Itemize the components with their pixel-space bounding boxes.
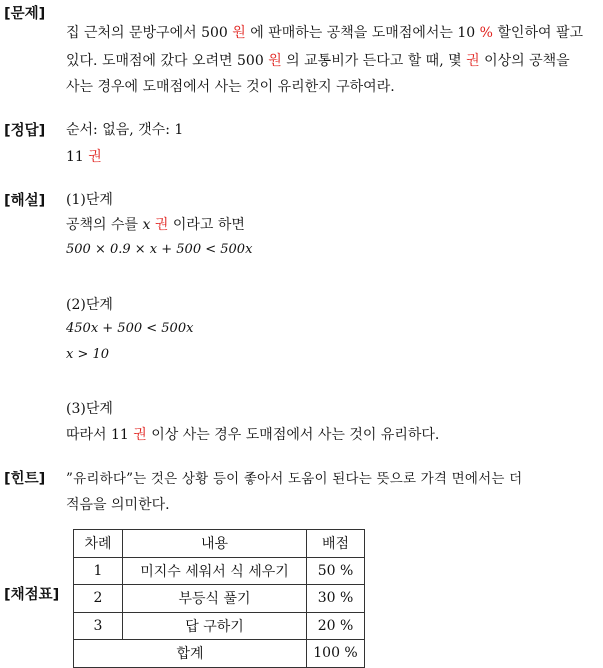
row-content: 부등식 풀기 — [123, 585, 307, 613]
total-label: 합계 — [74, 640, 307, 668]
problem-text: 할인하여 팔고 — [492, 25, 583, 41]
table-row — [74, 585, 365, 613]
table-row — [74, 557, 365, 585]
step-3-title: (3)단계 — [66, 401, 113, 417]
unit-percent: % — [479, 25, 493, 41]
total-value: 100 % — [307, 640, 365, 668]
problem-label: [문제] — [4, 6, 46, 22]
answer-value — [66, 146, 102, 166]
answer-label: [정답] — [4, 123, 46, 139]
step-3-text — [66, 424, 439, 444]
problem-text: 이상의 공책을 — [479, 53, 570, 69]
table-header-row — [74, 530, 365, 558]
answer-number: 11 — [66, 149, 89, 165]
hint-line-1: ”유리하다”는 것은 상황 등이 좋아서 도움이 된다는 뜻으로 가격 면에서는 더 — [66, 471, 523, 487]
problem-line-2 — [66, 50, 570, 70]
unit-gwon: 권 — [88, 149, 102, 165]
hint-label: [힌트] — [4, 471, 46, 487]
header-content: 내용 — [123, 530, 307, 558]
row-score: 50 % — [307, 557, 365, 585]
row-score: 30 % — [307, 585, 365, 613]
table-total-row — [74, 640, 365, 668]
answer-meta: 순서: 없음, 갯수: 1 — [66, 122, 184, 138]
unit-gwon: 권 — [133, 427, 147, 443]
step-1-text — [66, 214, 245, 234]
problem-text: 의 교통비가 든다고 할 때, 몇 — [281, 53, 467, 69]
solution-text: 따라서 11 — [66, 427, 134, 443]
unit-gwon: 권 — [466, 53, 480, 69]
equation-1: 500 × 0.9 × x + 500 < 500x — [66, 242, 253, 257]
hint-line-2: 적음을 의미한다. — [66, 497, 170, 513]
row-score: 20 % — [307, 612, 365, 640]
header-score: 배점 — [307, 530, 365, 558]
table-row — [74, 612, 365, 640]
problem-text: 있다. 도매점에 갔다 오려면 500 — [66, 53, 269, 69]
problem-text: 집 근처의 문방구에서 500 — [66, 25, 233, 41]
variable-x: x — [142, 217, 151, 233]
row-order: 3 — [74, 612, 123, 640]
header-order: 차례 — [74, 530, 123, 558]
row-content: 미지수 세워서 식 세우기 — [123, 557, 307, 585]
unit-won: 원 — [268, 53, 282, 69]
unit-won: 원 — [232, 25, 246, 41]
step-1-title: (1)단계 — [66, 192, 113, 208]
rubric-table — [73, 529, 365, 668]
unit-gwon: 권 — [150, 217, 169, 233]
rubric-label: [채점표] — [4, 587, 60, 603]
row-order: 1 — [74, 557, 123, 585]
solution-text: 이상 사는 경우 도매점에서 사는 것이 유리하다. — [146, 427, 440, 443]
problem-line-1 — [66, 22, 583, 42]
row-order: 2 — [74, 585, 123, 613]
problem-text: 에 판매하는 공책을 도매점에서는 10 — [245, 25, 480, 41]
problem-line-3: 사는 경우에 도매점에서 사는 것이 유리한지 구하여라. — [66, 79, 395, 95]
step-2-title: (2)단계 — [66, 297, 113, 313]
solution-text: 이라고 하면 — [168, 217, 245, 233]
equation-3: x > 10 — [66, 347, 110, 362]
row-content: 답 구하기 — [123, 612, 307, 640]
solution-label: [해설] — [4, 193, 46, 209]
equation-2: 450x + 500 < 500x — [66, 321, 194, 336]
solution-text: 공책의 수를 — [66, 217, 143, 233]
